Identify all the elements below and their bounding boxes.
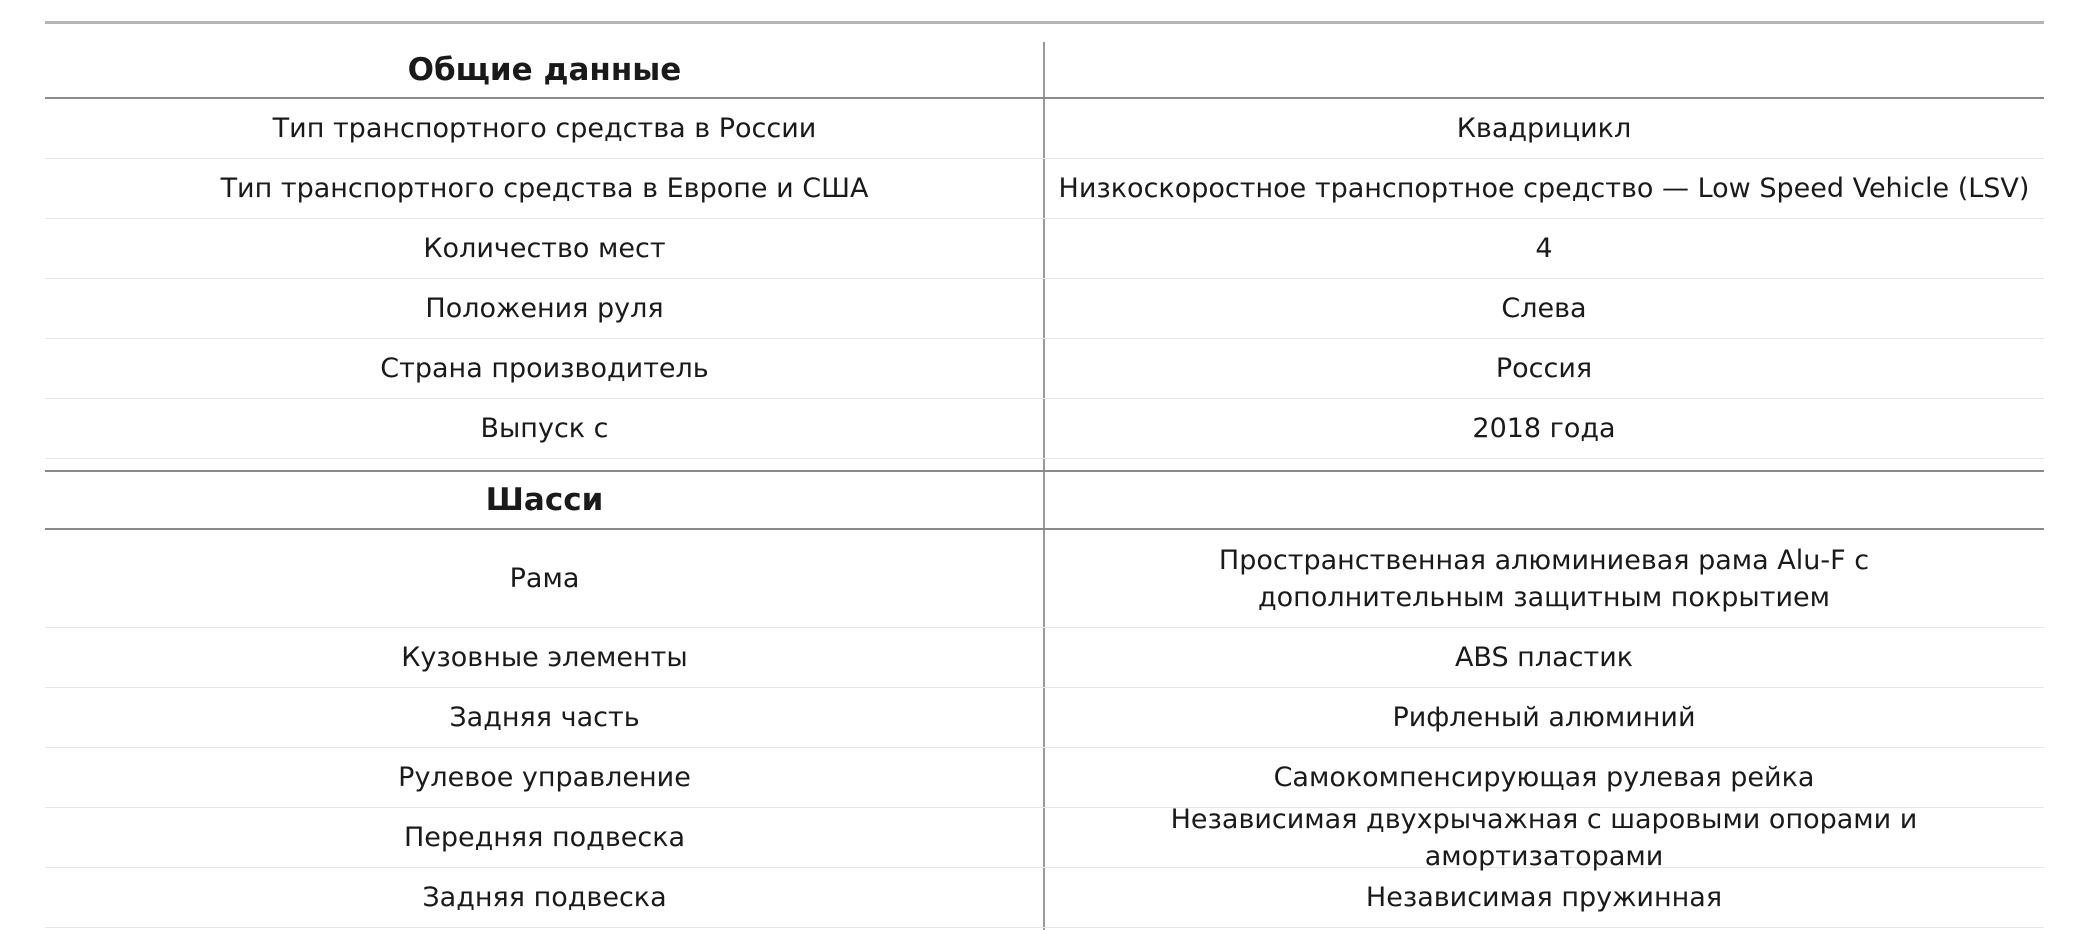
table-row [45,339,2044,399]
row-value: 2018 года [1472,413,1616,444]
row-label: Положения руля [425,293,664,324]
table-row [45,868,2044,928]
row-label: Передняя подвеска [403,822,686,853]
row-value: Квадрицикл [1456,113,1632,144]
section-header-chassis [45,472,2044,528]
table-row [45,688,2044,748]
row-label: Рама [509,563,580,594]
table-row [45,399,2044,459]
row-value: Рифленый алюминий [1392,702,1696,733]
row-label: Страна производитель [380,353,709,384]
table-row [45,803,2044,872]
row-label: Выпуск с [480,413,609,444]
row-value: Слева [1501,293,1587,324]
table-row [45,628,2044,688]
row-label: Задняя часть [449,702,640,733]
table-row [45,530,2044,628]
row-label: Тип транспортного средства в Европе и США [220,173,869,204]
table-top-border [45,21,2044,24]
row-value: Пространственная алюминиевая рама Alu-F с дополнительным защитным покрытием [1218,544,1870,613]
table-row [45,159,2044,219]
table-row [45,99,2044,159]
row-value: Независимая двухрычажная с шаровыми опорами и амортизаторами [1170,803,1918,872]
row-label: Количество мест [423,233,666,264]
section-header-general [45,44,2044,96]
row-value: Независимая пружинная [1365,882,1723,913]
row-value: ABS пластик [1454,642,1634,673]
row-value: Россия [1495,353,1593,384]
section-title: Общие данные [407,51,682,88]
table-row [45,219,2044,279]
row-label: Кузовные элементы [401,642,688,673]
table-row [45,748,2044,808]
row-value: Низкоскоростное транспортное средство — Low Speed Vehicle (LSV) [1058,173,2030,204]
row-label: Тип транспортного средства в России [272,113,817,144]
table-row [45,279,2044,339]
row-value: Самокомпенсирующая рулевая рейка [1273,762,1815,793]
section-title: Шасси [485,481,604,518]
row-label: Задняя подвеска [422,882,667,913]
row-value: 4 [1535,233,1553,264]
row-label: Рулевое управление [398,762,691,793]
